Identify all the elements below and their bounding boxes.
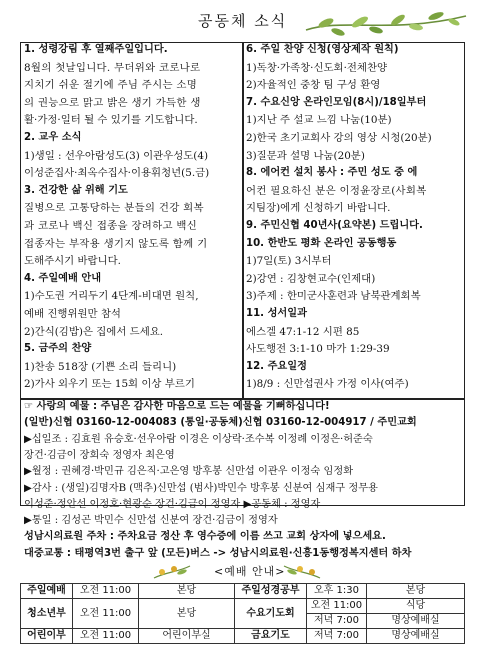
- table-cell: 주일예배: [21, 584, 73, 599]
- text-line: (일반)신협 03160-12-004083 (통일·공동체)신협 03160-12-004917 / 주민교회: [24, 417, 417, 429]
- text-line: 예배 진행위원만 참석: [24, 308, 121, 320]
- column-divider: [242, 42, 244, 398]
- table-cell: 청소년부: [21, 599, 73, 629]
- text-line: 8월의 첫날입니다. 무더위와 코로나로: [24, 61, 201, 74]
- section-heading: 6. 주일 찬양 신청(영상제작 원칙): [246, 44, 399, 55]
- table-cell: 본당: [367, 584, 465, 599]
- section-heading: 9. 주민신협 40년사(요약본) 드립니다.: [246, 220, 423, 231]
- text-line: 2)강연 : 김창현교수(인제대): [246, 272, 376, 285]
- section-heading: 2. 교우 소식: [24, 132, 82, 143]
- section-heading: 8. 에어컨 설치 봉사 : 주민 성도 중 에: [246, 167, 418, 179]
- table-cell: 어린이부: [21, 629, 73, 644]
- page-title: 공동체 소식: [198, 12, 288, 30]
- text-line: 3)질문과 설명 나눔(20분): [246, 149, 365, 162]
- text-line: ▶십일조 : 김효원 유승호·선우아람 이경은 이상락·조수복 이정례 이정은·허준숙: [24, 433, 373, 445]
- worship-schedule-table: [20, 583, 465, 644]
- text-line: ▶월정 : 권혜경·박민규 김은직·고은영 방후봉 신만섭 이관우 이정숙 임정화: [24, 466, 354, 478]
- text-line: 대중교통 : 태평역3번 출구 앞 (모든)버스 -> 성남시의료원·신흥1동행정복지센터 하차: [24, 547, 412, 559]
- text-line: 1)독창·가족창·신도회·전체찬양: [246, 61, 388, 74]
- table-cell: 주일성경공부: [235, 584, 307, 599]
- table-cell: 식당: [367, 599, 465, 614]
- table-cell: 오전 11:00: [73, 584, 139, 599]
- text-line: 의 권능으로 맑고 밝은 생기 가득한 생: [24, 96, 201, 109]
- table-row: [21, 599, 465, 614]
- table-cell: 오전 11:00: [73, 599, 139, 629]
- text-line: 과 코로나 백신 접종을 장려하고 백신: [24, 220, 198, 232]
- text-line: 3)주제 : 한미군사훈련과 남북관계회복: [246, 290, 421, 303]
- text-line: 2)한국 초기교회사 강의 영상 시청(20분): [246, 132, 432, 144]
- table-cell: 저녁 7:00: [307, 629, 367, 644]
- text-line: 이성준집사·최옥수집사·이용휘청년(5.금): [24, 167, 210, 180]
- text-line: ▶통일 : 김성곤 박민수 신만섭 신분여 장건·김금이 정영자: [24, 515, 278, 527]
- flower-sprig-icon: [282, 560, 322, 582]
- text-line: ▶감사 : (생일)김명자B (맥추)신만섭 (범사)박민수 방후봉 신분여 심재구 정무용: [24, 482, 378, 494]
- table-cell: 오전 11:00: [73, 629, 139, 644]
- section-heading: 7. 수요신앙 온라인모임(8시)/18일부터: [246, 96, 427, 108]
- section-heading: 1. 성령강림 후 열째주일입니다.: [24, 44, 168, 55]
- worship-guide-header: [20, 560, 465, 582]
- section-heading: 12. 주요일정: [246, 360, 307, 372]
- newsletter-header: [0, 0, 482, 44]
- text-line: 1)찬송 518장 (기쁜 소리 들리니): [24, 360, 177, 373]
- text-line: 접종자는 부작용 생기지 않도록 함께 기: [24, 237, 208, 250]
- text-line: 활·가정·일터 될 수 있기를 기도합니다.: [24, 114, 198, 127]
- text-line: 어컨 필요하신 분은 이정윤장로(사회복: [246, 184, 427, 197]
- table-row: [21, 629, 465, 644]
- table-cell: 수요기도회: [235, 599, 307, 629]
- section-heading: 10. 한반도 평화 온라인 공동행동: [246, 237, 397, 249]
- table-cell: 저녁 7:00: [307, 614, 367, 629]
- text-line: 성남시의료원 주차 : 주차요금 정산 후 영수증에 이름 쓰고 교회 상자에 넣으세요.: [24, 531, 386, 543]
- table-cell: 어린이부실: [139, 629, 235, 644]
- section-heading: 5. 금주의 찬양: [24, 343, 92, 355]
- table-row: [21, 584, 465, 599]
- table-cell: 본당: [139, 599, 235, 629]
- text-line: 지치기 쉬운 절기에 주님 주시는 소명: [24, 79, 198, 92]
- table-cell: 오전 11:00: [307, 599, 367, 614]
- text-line: 사도행전 3:1-10 마가 1:29-39: [246, 343, 390, 356]
- section-heading: 3. 건강한 삶 위해 기도: [24, 184, 128, 196]
- text-line: 1)지난 주 설교 느낌 나눔(10분): [246, 114, 392, 127]
- table-cell: 오후 1:30: [307, 584, 367, 599]
- text-line: 1)생일 : 선우아람성도(3) 이관우성도(4): [24, 149, 208, 162]
- flower-sprig-icon: [152, 560, 192, 582]
- table-cell: 명상예배실: [367, 629, 465, 644]
- section-heading: 11. 성서일과: [246, 308, 307, 319]
- table-cell: 명상예배실: [367, 614, 465, 629]
- text-line: ☞ 사랑의 예물 : 주님은 감사한 마음으로 드는 예물을 기뻐하십니다!: [24, 401, 330, 412]
- table-cell: 금요기도: [235, 629, 307, 644]
- table-cell: 본당: [139, 584, 235, 599]
- text-line: 1)수도권 거리두기 4단계-비대면 원칙,: [24, 290, 199, 303]
- text-line: 2)가사 외우기 또는 15회 이상 부르기: [24, 378, 195, 391]
- leaf-vine-decoration-icon: [302, 8, 470, 38]
- section-divider: [20, 398, 465, 400]
- text-line: 장건·김금이 장희숙 정영자 최은영: [24, 449, 175, 461]
- text-line: 2)간식(김밥)은 집에서 드세요.: [24, 325, 164, 338]
- text-line: 에스겔 47:1-12 시편 85: [246, 325, 360, 338]
- text-line: 도해주시기 바랍니다.: [24, 255, 121, 268]
- worship-guide-title: <예배 안내>: [214, 565, 286, 578]
- text-line: 지팀장)에게 신청하기 바랍니다.: [246, 202, 391, 215]
- text-line: 1)8/9 : 신만섭권사 가정 이사(여주): [246, 378, 409, 391]
- text-line: 2)자율적인 중창 팀 구성 환영: [246, 79, 381, 92]
- text-line: 이성준·정안선 이정호·현광순 장건·김금이 정영자 ▶공동체 : 정영자: [24, 498, 321, 510]
- section-heading: 4. 주일예배 안내: [24, 272, 102, 284]
- text-line: 1)7일(토) 3시부터: [246, 255, 332, 268]
- text-line: 질병으로 고통당하는 분들의 건강 회복: [24, 202, 204, 215]
